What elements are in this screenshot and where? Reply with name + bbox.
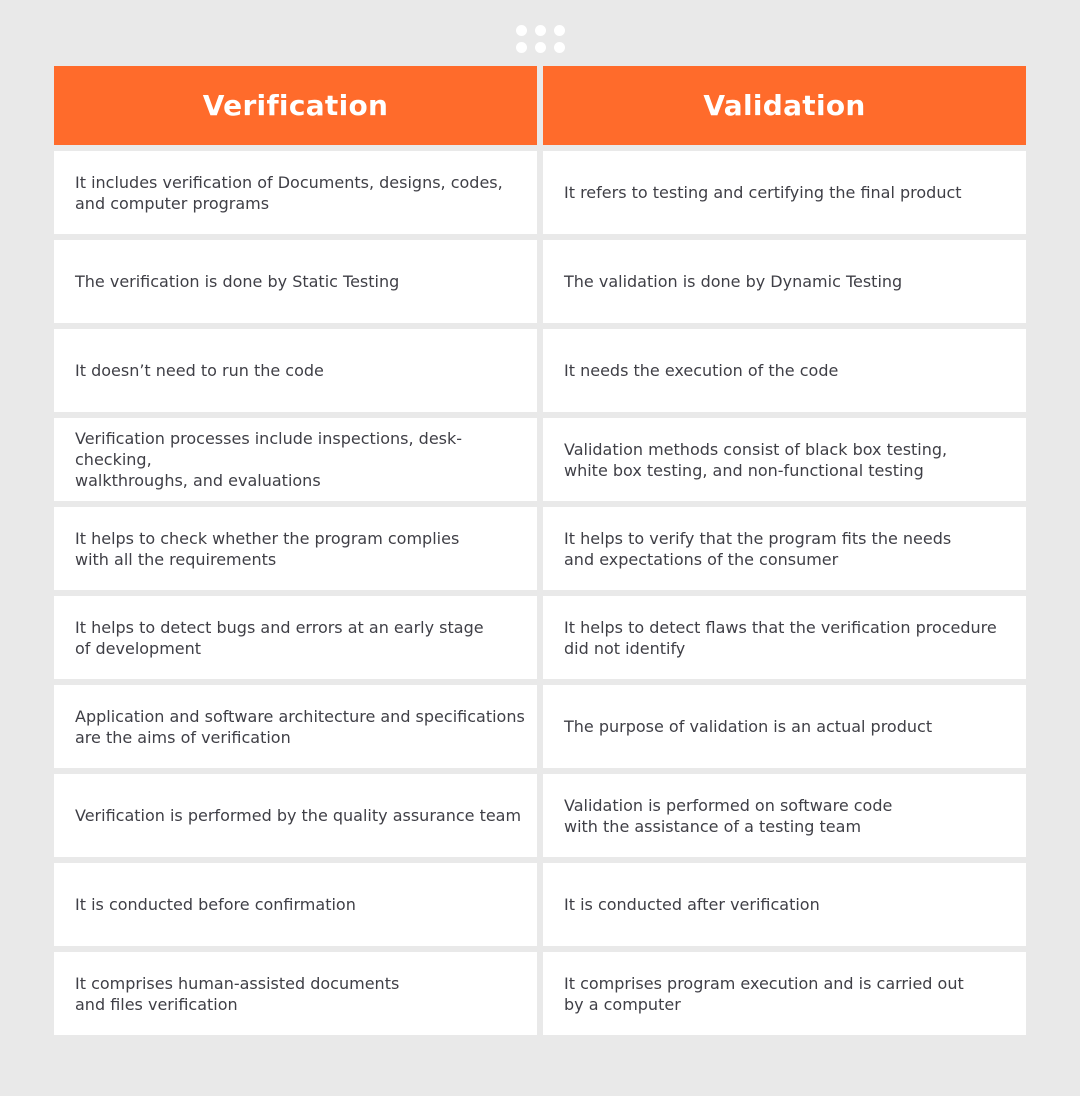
validation-header: Validation <box>543 66 1026 145</box>
verification-cell: It doesn’t need to run the code <box>54 329 537 412</box>
validation-cell: It is conducted after verification <box>543 863 1026 946</box>
validation-cell: Validation is performed on software code with the assistance of a testing team <box>543 774 1026 857</box>
table-header-row <box>54 66 1026 145</box>
validation-cell: It comprises program execution and is carried out by a computer <box>543 952 1026 1035</box>
dot <box>554 42 565 53</box>
comparison-table <box>54 66 1026 1041</box>
verification-cell: It includes verification of Documents, designs, codes, and computer programs <box>54 151 537 234</box>
dots-grid-icon <box>514 24 568 54</box>
validation-cell: It needs the execution of the code <box>543 329 1026 412</box>
verification-cell: It comprises human-assisted documents and files verification <box>54 952 537 1035</box>
validation-cell: It helps to detect flaws that the verification procedure did not identify <box>543 596 1026 679</box>
dot <box>535 25 546 36</box>
table-row <box>54 596 1026 679</box>
table-row <box>54 240 1026 323</box>
validation-cell: The validation is done by Dynamic Testing <box>543 240 1026 323</box>
table-row <box>54 685 1026 768</box>
verification-cell: It is conducted before confirmation <box>54 863 537 946</box>
dot <box>516 25 527 36</box>
table-row <box>54 774 1026 857</box>
dot <box>554 25 565 36</box>
dot <box>516 42 527 53</box>
verification-cell: Verification is performed by the quality assurance team <box>54 774 537 857</box>
validation-cell: Validation methods consist of black box testing, white box testing, and non-functional testing <box>543 418 1026 501</box>
table-row <box>54 507 1026 590</box>
verification-header: Verification <box>54 66 537 145</box>
table-row <box>54 329 1026 412</box>
table-row <box>54 952 1026 1035</box>
verification-cell: Application and software architecture and specifications are the aims of verification <box>54 685 537 768</box>
table-row <box>54 863 1026 946</box>
validation-cell: It helps to verify that the program fits the needs and expectations of the consumer <box>543 507 1026 590</box>
validation-cell: It refers to testing and certifying the final product <box>543 151 1026 234</box>
verification-cell: The verification is done by Static Testing <box>54 240 537 323</box>
table-row <box>54 151 1026 234</box>
verification-cell: It helps to detect bugs and errors at an early stage of development <box>54 596 537 679</box>
verification-cell: It helps to check whether the program complies with all the requirements <box>54 507 537 590</box>
validation-cell: The purpose of validation is an actual product <box>543 685 1026 768</box>
verification-cell: Verification processes include inspections, desk-checking, walkthroughs, and evaluations <box>54 418 537 501</box>
table-row <box>54 418 1026 501</box>
dot <box>535 42 546 53</box>
